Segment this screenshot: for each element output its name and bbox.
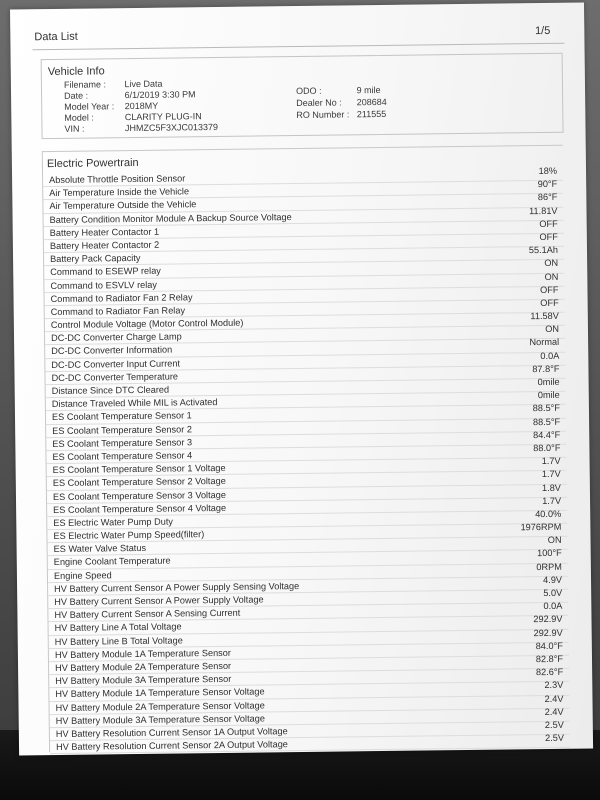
parameter-name: DC-DC Converter Temperature <box>51 371 179 383</box>
parameter-value: 2.4V <box>544 706 564 717</box>
parameter-value: OFF <box>540 297 559 308</box>
parameter-name: Command to ESEWP relay <box>50 265 161 278</box>
parameter-value: 86°F <box>537 192 558 203</box>
electric-powertrain-section <box>42 145 570 752</box>
parameter-name: Battery Pack Capacity <box>50 253 141 265</box>
vehicle-info-label: Model Year : <box>64 101 115 112</box>
parameter-value: 82.6°F <box>535 666 564 678</box>
parameter-value: 11.58V <box>530 310 559 322</box>
vehicle-info-vin <box>64 122 218 134</box>
parameter-name: ES Coolant Temperature Sensor 1 Voltage <box>52 463 226 476</box>
parameter-value: 84.0°F <box>535 640 563 651</box>
parameter-value: OFF <box>539 218 558 229</box>
parameter-name: Air Temperature Inside the Vehicle <box>49 186 190 199</box>
parameter-value: OFF <box>539 231 558 242</box>
vehicle-info-ro-number <box>296 109 386 120</box>
parameter-value: 4.9V <box>543 574 563 585</box>
vehicle-info-value: 2018MY <box>124 100 159 112</box>
parameter-value: 88.0°F <box>533 442 561 454</box>
vehicle-info-label: ODO : <box>295 85 322 97</box>
parameter-value: 18% <box>538 165 558 177</box>
vehicle-info-label: RO Number : <box>296 109 350 121</box>
parameter-name: HV Battery Current Sensor A Power Supply Voltage <box>54 594 264 608</box>
parameter-value: 11.81V <box>529 205 558 216</box>
vehicle-info-model <box>64 111 201 123</box>
parameter-name: Engine Speed <box>53 569 112 581</box>
printed-report-page <box>10 2 593 755</box>
vehicle-info-value: JHMZC5F3XJC013379 <box>124 121 219 134</box>
vehicle-info-label: Date : <box>64 90 89 101</box>
parameter-value: 1.7V <box>541 469 561 480</box>
parameter-name: ES Coolant Temperature Sensor 3 <box>52 437 193 449</box>
parameter-value: Normal <box>529 337 560 348</box>
vehicle-info-model-year <box>64 101 158 112</box>
parameter-value: ON <box>545 324 560 335</box>
vehicle-info-value: Live Data <box>124 78 163 90</box>
parameter-name: ES Electric Water Pump Duty <box>53 516 173 528</box>
parameter-name: ES Coolant Temperature Sensor 3 Voltage <box>52 489 226 502</box>
parameter-name: Distance Traveled While MIL is Activated <box>51 397 218 410</box>
vehicle-info-title: Vehicle Info <box>47 65 105 79</box>
parameter-value: 55.1Ah <box>528 244 559 256</box>
parameter-name: HV Battery Module 1A Temperature Sensor Voltage <box>55 686 265 700</box>
parameter-name: ES Water Valve Status <box>53 543 147 555</box>
vehicle-info-label: Dealer No : <box>296 97 342 109</box>
parameter-value: 5.0V <box>543 587 563 599</box>
parameter-name: Command to ESVLV relay <box>50 279 158 291</box>
parameter-value: 84.4°F <box>533 429 561 440</box>
parameter-name: HV Battery Resolution Current Sensor 1A Output Voltage <box>55 726 288 739</box>
parameter-value: 1.7V <box>541 455 561 467</box>
parameter-value: 292.9V <box>533 614 563 625</box>
parameter-name: ES Electric Water Pump Speed(filter) <box>53 529 205 542</box>
parameter-name: HV Battery Line A Total Voltage <box>54 621 182 634</box>
parameter-value: 0.0A <box>543 600 563 612</box>
vehicle-info-box <box>41 53 564 139</box>
parameter-name: Battery Condition Monitor Module A Backup Source Voltage <box>49 211 292 225</box>
vehicle-info-value: 211555 <box>356 108 387 120</box>
vehicle-info-label: Model : <box>64 112 94 123</box>
parameter-value: 0mile <box>537 376 560 388</box>
parameter-value: 87.8°F <box>532 363 560 374</box>
parameter-value: ON <box>544 271 559 282</box>
parameter-name: HV Battery Module 1A Temperature Sensor <box>54 647 231 660</box>
parameter-name: ES Coolant Temperature Sensor 4 <box>52 450 193 462</box>
parameter-name: ES Coolant Temperature Sensor 2 <box>52 423 192 436</box>
vehicle-info-label: VIN : <box>64 123 85 134</box>
parameter-name: HV Battery Current Sensor A Sensing Current <box>54 607 241 621</box>
parameter-value: 2.4V <box>544 693 564 704</box>
parameter-value: 82.8°F <box>535 653 564 665</box>
parameter-name: Battery Heater Contactor 2 <box>49 239 160 251</box>
parameter-value: 2.5V <box>544 732 565 744</box>
parameter-name: Absolute Throttle Position Sensor <box>49 173 186 186</box>
parameter-name: ES Coolant Temperature Sensor 4 Voltage <box>53 502 227 515</box>
page-number: 1/5 <box>534 24 551 38</box>
parameter-value: 88.5°F <box>532 403 560 414</box>
parameter-value: 88.5°F <box>532 416 561 427</box>
parameter-name: HV Battery Current Sensor A Power Supply Sensing Voltage <box>54 580 300 594</box>
vehicle-info-dealer-no <box>296 97 387 108</box>
parameter-name: Engine Coolant Temperature <box>53 556 171 568</box>
vehicle-info-value: 9 mile <box>356 84 381 96</box>
parameter-value: 0mile <box>537 390 560 401</box>
parameter-name: HV Battery Module 3A Temperature Sensor <box>55 673 232 687</box>
vehicle-info-value: 6/1/2019 3:30 PM <box>124 89 196 101</box>
parameter-value: 100°F <box>537 548 562 559</box>
parameter-name: DC-DC Converter Charge Lamp <box>50 331 182 344</box>
parameter-name: HV Battery Module 2A Temperature Sensor <box>55 660 232 673</box>
parameter-name: HV Battery Line B Total Voltage <box>54 635 183 647</box>
parameter-value: 1.8V <box>541 482 561 493</box>
parameter-name: HV Battery Module 3A Temperature Sensor Voltage <box>55 713 265 726</box>
parameter-name: DC-DC Converter Information <box>51 344 173 357</box>
parameter-name: Battery Heater Contactor 1 <box>49 226 160 238</box>
parameter-value: ON <box>547 535 562 546</box>
parameter-value: 292.9V <box>533 627 563 638</box>
parameter-value: 1.7V <box>542 495 562 506</box>
vehicle-info-date <box>64 89 196 101</box>
parameter-name: ES Coolant Temperature Sensor 2 Voltage <box>52 476 226 489</box>
parameter-name: Air Temperature Outside the Vehicle <box>49 199 197 212</box>
parameter-value: 90°F <box>537 179 558 190</box>
data-rows <box>43 165 570 755</box>
parameter-value: 2.3V <box>544 680 564 691</box>
parameter-name: Command to Radiator Fan Relay <box>50 305 186 317</box>
parameter-name: HV Battery Resolution Current Sensor 2A Output Voltage <box>55 739 288 753</box>
parameter-name: Distance Since DTC Cleared <box>51 384 170 397</box>
parameter-value: 2.5V <box>544 719 564 730</box>
parameter-value: ON <box>544 258 559 269</box>
vehicle-info-value: 208684 <box>356 96 387 108</box>
vehicle-info-label: Filename : <box>63 79 107 90</box>
parameter-name: Command to Radiator Fan 2 Relay <box>50 291 193 304</box>
parameter-name: HV Battery Module 2A Temperature Sensor Voltage <box>55 699 265 713</box>
vehicle-info-odo <box>296 85 381 96</box>
vehicle-info-filename <box>64 79 163 90</box>
section-title: Electric Powertrain <box>46 156 139 171</box>
parameter-name: DC-DC Converter Input Current <box>51 358 181 370</box>
parameter-value: 40.0% <box>535 508 562 520</box>
parameter-value: 0.0A <box>540 350 560 361</box>
report-title: Data List <box>34 30 78 44</box>
parameter-name: ES Coolant Temperature Sensor 1 <box>51 410 192 423</box>
vehicle-info-value: CLARITY PLUG-IN <box>124 111 202 123</box>
parameter-name: Control Module Voltage (Motor Control Module) <box>50 317 244 331</box>
parameter-value: 1976RPM <box>520 521 562 533</box>
parameter-value: OFF <box>540 284 559 295</box>
parameter-value: 0RPM <box>536 561 562 572</box>
